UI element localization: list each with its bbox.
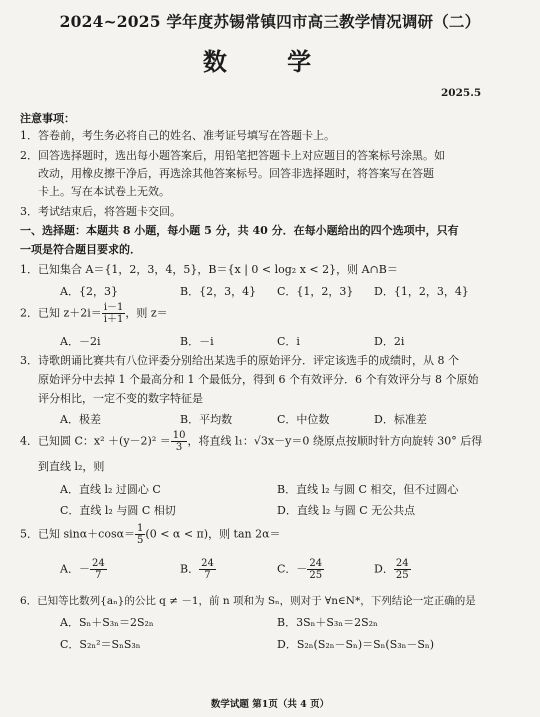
q3-option-c: C．中位数	[277, 413, 330, 426]
q6-option-d: D．S₂ₙ(S₂ₙ－Sₙ)＝Sₙ(S₃ₙ－Sₙ)	[277, 638, 434, 651]
q6-option-c: C．S₂ₙ²＝SₙS₃ₙ	[60, 638, 141, 651]
subject-title: 数 学	[202, 47, 338, 76]
q3-option-a: A．极差	[60, 413, 101, 426]
notice-heading: 注意事项：	[20, 112, 75, 125]
q4-stem-pre: 4．已知圆 C：x² ＋(y－2)² ＝	[20, 434, 171, 448]
q3-option-d: D．标准差	[374, 413, 427, 426]
q1-option-c: C．{1，2，3}	[277, 285, 354, 298]
q5-option-d	[374, 558, 411, 581]
q2-option-c: C．i	[277, 335, 300, 348]
q5-option-b-den: 7	[204, 570, 211, 581]
notice-item: 2．回答选择题时，选出每小题答案后，用铅笔把答题卡上对应题目的答案标号涂黑。如	[20, 149, 445, 162]
q2-frac-den: i＋1	[103, 314, 124, 325]
question-5-stem	[20, 523, 281, 546]
q5-option-c-num: 24	[309, 558, 323, 569]
q6-option-b: B．3Sₙ＋S₃ₙ＝2S₂ₙ	[277, 616, 378, 629]
question-6-stem: 6．已知等比数列{aₙ}的公比 q ≠ －1，前 n 项和为 Sₙ，则对于 ∀n∈N*，下列结论一定正确的是	[20, 595, 476, 607]
section-heading-cont: 一项是符合题目要求的．	[20, 243, 141, 256]
q4-stem-post: ，将直线 l₁：√3x－y＝0 绕原点按顺时针方向旋转 30° 后得	[187, 434, 483, 448]
q5-stem-post: (0 < α < π)，则 tan 2α＝	[145, 527, 281, 541]
q2-option-a: A．－2i	[60, 335, 101, 348]
q2-option-b: B．－i	[180, 335, 214, 348]
q1-option-d: D．{1，2，3，4}	[374, 285, 469, 298]
question-3-stem-cont: 评分相比，一定不变的数字特征是	[38, 392, 203, 405]
exam-date: 2025.5	[441, 87, 482, 99]
question-4-stem-cont: 到直线 l₂，则	[38, 460, 105, 473]
q4-option-a: A．直线 l₂ 过圆心 C	[60, 483, 161, 496]
q5-option-a-den: 7	[95, 570, 102, 581]
q5-option-d-label: D．	[374, 562, 394, 576]
q5-option-d-num: 24	[395, 558, 409, 569]
q2-stem-post: ，则 z＝	[125, 306, 168, 320]
q2-fraction	[102, 302, 126, 325]
q2-option-d: D．2i	[374, 335, 405, 348]
question-1-stem: 1．已知集合 A＝{1，2，3，4，5}，B＝{x | 0 < log₂ x < 2}，则 A∩B＝	[20, 263, 398, 276]
q2-frac-num: i－1	[103, 302, 124, 313]
exam-title: 2024~2025 学年度苏锡常镇四市高三教学情况调研（二）	[59, 12, 481, 31]
q5-option-c-fraction	[307, 558, 324, 581]
q1-option-b: B．{2，3，4}	[180, 285, 257, 298]
q5-option-b-label: B．	[180, 562, 200, 576]
q5-frac-num: 1	[137, 523, 144, 534]
q4-fraction	[171, 430, 188, 453]
q5-option-c-label: C．－	[277, 562, 308, 576]
q4-option-c: C．直线 l₂ 与圆 C 相切	[60, 504, 176, 517]
question-4-stem	[20, 430, 482, 453]
q3-option-b: B．平均数	[180, 413, 233, 426]
q5-option-d-fraction	[394, 558, 411, 581]
q5-option-c	[277, 558, 324, 581]
q5-stem-pre: 5．已知 sinα＋cosα＝	[20, 527, 136, 541]
question-3-stem: 3．诗歌朗诵比赛共有八位评委分别给出某选手的原始评分．评定该选手的成绩时，从 8 个	[20, 354, 459, 367]
notice-item: 3．考试结束后，将答题卡交回。	[20, 205, 181, 218]
question-3-stem-cont: 原始评分中去掉 1 个最高分和 1 个最低分，得到 6 个有效评分．6 个有效评分与 8 个原始	[38, 373, 479, 386]
question-2-stem	[20, 302, 168, 325]
notice-item: 1．答卷前，考生务必将自己的姓名、准考证号填写在答题卡上。	[20, 129, 335, 142]
q4-frac-den: 3	[175, 442, 183, 453]
q6-option-a: A．Sₙ＋S₃ₙ＝2S₂ₙ	[60, 616, 154, 629]
q5-frac-den: 5	[137, 535, 144, 546]
q5-option-b-num: 24	[201, 558, 214, 569]
q5-option-b-fraction	[199, 558, 216, 581]
q4-option-b: B．直线 l₂ 与圆 C 相交，但不过圆心	[277, 483, 459, 496]
q5-option-a-fraction	[90, 558, 107, 581]
q4-option-d: D．直线 l₂ 与圆 C 无公共点	[277, 504, 416, 517]
q5-option-b	[180, 558, 216, 581]
q5-fraction	[135, 523, 145, 546]
q5-option-c-den: 25	[309, 570, 323, 581]
notice-item-cont: 改动，用橡皮擦干净后，再选涂其他答案标号。回答非选择题时，将答案写在答题	[38, 167, 434, 180]
notice-item-cont: 卡上。写在本试卷上无效。	[38, 185, 170, 198]
q4-frac-num: 10	[172, 430, 186, 441]
section-heading: 一、选择题：本题共 8 小题，每小题 5 分，共 40 分．在每小题给出的四个选项中，只有	[20, 224, 459, 237]
q5-option-a	[60, 558, 107, 581]
q2-stem-pre: 2．已知 z＋2i＝	[20, 306, 102, 320]
q1-option-a: A．{2，3}	[60, 285, 118, 298]
q5-option-a-label: A．－	[60, 562, 90, 576]
page-footer: 数学试题 第1页（共 4 页）	[210, 699, 330, 710]
q5-option-d-den: 25	[395, 570, 409, 581]
q5-option-a-num: 24	[91, 558, 105, 569]
